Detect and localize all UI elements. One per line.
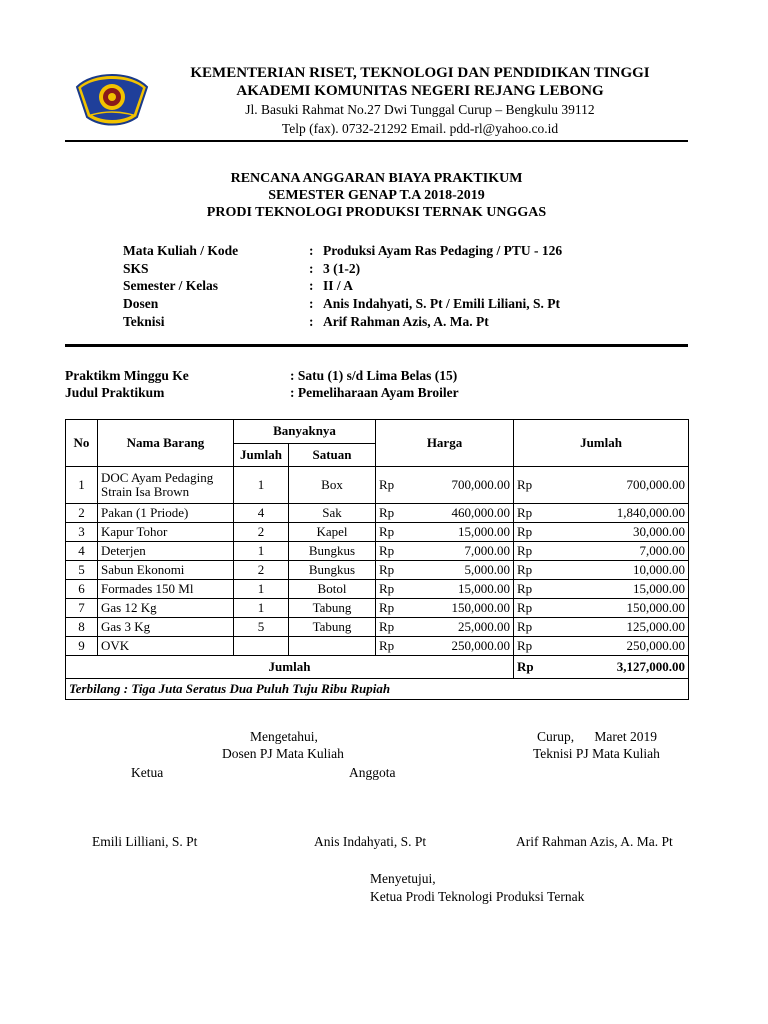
head-role: Ketua Prodi Teknologi Produksi Ternak	[370, 889, 585, 904]
table-row	[66, 561, 689, 580]
cell-unit: Bungkus	[289, 561, 376, 580]
cell-total: 125,000.00	[546, 618, 689, 637]
acknowledged-label: Mengetahui,	[250, 729, 318, 744]
cell-total: 15,000.00	[546, 580, 689, 599]
institution-logo	[73, 67, 151, 129]
document-title: RENCANA ANGGARAN BIAYA PRAKTIKUM	[230, 171, 523, 186]
header-total: Jumlah	[514, 420, 689, 467]
cell-qty: 5	[234, 618, 289, 637]
cell-qty: 1	[234, 467, 289, 504]
cell-unit: Bungkus	[289, 542, 376, 561]
program-title: PRODI TEKNOLOGI PRODUKSI TERNAK UNGGAS	[206, 205, 547, 220]
cell-item: OVK	[98, 637, 234, 656]
cell-item: Gas 3 Kg	[98, 618, 234, 637]
practicum-title-label: Judul Praktikum	[65, 385, 165, 400]
table-sum-row	[66, 656, 689, 679]
cell-currency: Rp	[376, 637, 408, 656]
cell-currency: Rp	[514, 523, 546, 542]
cell-unit: Kapel	[289, 523, 376, 542]
cell-qty: 2	[234, 561, 289, 580]
contact: Telp (fax). 0732-21292 Email. pdd-rl@yahoo.co.id	[281, 121, 559, 136]
sum-currency: Rp	[514, 656, 546, 679]
cell-total: 700,000.00	[546, 467, 689, 504]
cell-currency: Rp	[376, 542, 408, 561]
ministry-name: KEMENTERIAN RISET, TEKNOLOGI DAN PENDIDIKAN TINGGI	[190, 65, 650, 81]
cell-no: 4	[66, 542, 98, 561]
table-row	[66, 523, 689, 542]
cell-currency: Rp	[376, 504, 408, 523]
practicum-title-value: : Pemeliharaan Ayam Broiler	[290, 385, 459, 400]
technician-role: Teknisi PJ Mata Kuliah	[533, 746, 660, 761]
table-row	[66, 637, 689, 656]
cell-no: 1	[66, 467, 98, 504]
header-rule	[65, 140, 688, 142]
header-quantity: Banyaknya	[234, 420, 376, 444]
cell-item: Pakan (1 Priode)	[98, 504, 234, 523]
cell-total: 30,000.00	[546, 523, 689, 542]
table-row	[66, 599, 689, 618]
cell-unit: Tabung	[289, 618, 376, 637]
section-rule	[65, 344, 688, 347]
cell-no: 7	[66, 599, 98, 618]
terbilang: Terbilang : Tiga Juta Seratus Dua Puluh Tuju Ribu Rupiah	[66, 679, 689, 700]
cell-no: 9	[66, 637, 98, 656]
cell-currency: Rp	[376, 523, 408, 542]
cell-price: 460,000.00	[408, 504, 514, 523]
info-label: SKS	[123, 261, 149, 276]
cell-price: 15,000.00	[408, 523, 514, 542]
technician-name: Arif Rahman Azis, A. Ma. Pt	[516, 834, 673, 849]
cell-qty	[234, 637, 289, 656]
cell-no: 6	[66, 580, 98, 599]
cell-qty: 1	[234, 599, 289, 618]
cell-currency: Rp	[514, 542, 546, 561]
sum-value: 3,127,000.00	[546, 656, 689, 679]
header-item: Nama Barang	[98, 420, 234, 467]
cell-price: 7,000.00	[408, 542, 514, 561]
sum-label: Jumlah	[66, 656, 514, 679]
info-value: II / A	[323, 278, 354, 293]
cell-price: 700,000.00	[408, 467, 514, 504]
place-date: Curup, Maret 2019	[537, 729, 657, 744]
address: Jl. Basuki Rahmat No.27 Dwi Tunggal Curup – Bengkulu 39112	[245, 102, 595, 117]
cell-unit	[289, 637, 376, 656]
member-name: Anis Indahyati, S. Pt	[314, 834, 427, 849]
cell-total: 250,000.00	[546, 637, 689, 656]
cell-currency: Rp	[514, 618, 546, 637]
cell-currency: Rp	[376, 580, 408, 599]
cell-currency: Rp	[376, 561, 408, 580]
cell-currency: Rp	[514, 599, 546, 618]
approved-label: Menyetujui,	[370, 871, 436, 886]
cell-no: 5	[66, 561, 98, 580]
cell-no: 3	[66, 523, 98, 542]
cell-currency: Rp	[514, 637, 546, 656]
table-row	[66, 580, 689, 599]
cell-total: 1,840,000.00	[546, 504, 689, 523]
semester-title: SEMESTER GENAP T.A 2018-2019	[268, 188, 485, 203]
cell-item: Kapur Tohor	[98, 523, 234, 542]
cell-total: 7,000.00	[546, 542, 689, 561]
budget-table	[65, 419, 689, 700]
cell-price: 15,000.00	[408, 580, 514, 599]
practicum-week-value: : Satu (1) s/d Lima Belas (15)	[290, 368, 458, 383]
table-row	[66, 467, 689, 504]
header-qty-unit: Satuan	[289, 443, 376, 467]
info-value: Produksi Ayam Ras Pedaging / PTU - 126	[323, 243, 563, 258]
cell-total: 10,000.00	[546, 561, 689, 580]
cell-price: 25,000.00	[408, 618, 514, 637]
cell-qty: 1	[234, 580, 289, 599]
cell-total: 150,000.00	[546, 599, 689, 618]
cell-currency: Rp	[376, 618, 408, 637]
table-row	[66, 542, 689, 561]
cell-item: DOC Ayam Pedaging Strain Isa Brown	[98, 467, 234, 504]
cell-no: 2	[66, 504, 98, 523]
info-value: Anis Indahyati, S. Pt / Emili Liliani, S. Pt	[323, 296, 561, 311]
academy-name: AKADEMI KOMUNITAS NEGERI REJANG LEBONG	[236, 83, 604, 99]
cell-item: Gas 12 Kg	[98, 599, 234, 618]
cell-item: Formades 150 Ml	[98, 580, 234, 599]
table-terbilang-row	[66, 679, 689, 700]
info-value: Arif Rahman Azis, A. Ma. Pt	[323, 314, 489, 329]
table-header-row	[66, 420, 689, 444]
chair-label: Ketua	[131, 765, 164, 780]
cell-currency: Rp	[514, 561, 546, 580]
cell-unit: Sak	[289, 504, 376, 523]
cell-currency: Rp	[514, 580, 546, 599]
header-qty-amount: Jumlah	[234, 443, 289, 467]
cell-currency: Rp	[376, 467, 408, 504]
info-value: 3 (1-2)	[323, 261, 361, 276]
cell-currency: Rp	[514, 504, 546, 523]
table-row	[66, 504, 689, 523]
info-label: Mata Kuliah / Kode	[123, 243, 239, 258]
cell-price: 5,000.00	[408, 561, 514, 580]
cell-unit: Box	[289, 467, 376, 504]
header-no: No	[66, 420, 98, 467]
info-label: Teknisi	[123, 314, 165, 329]
cell-item: Sabun Ekonomi	[98, 561, 234, 580]
cell-price: 150,000.00	[408, 599, 514, 618]
chair-name: Emili Lilliani, S. Pt	[92, 834, 198, 849]
cell-price: 250,000.00	[408, 637, 514, 656]
table-row	[66, 618, 689, 637]
cell-unit: Tabung	[289, 599, 376, 618]
lecturer-role: Dosen PJ Mata Kuliah	[222, 746, 344, 761]
cell-item: Deterjen	[98, 542, 234, 561]
cell-qty: 1	[234, 542, 289, 561]
cell-currency: Rp	[514, 467, 546, 504]
cell-no: 8	[66, 618, 98, 637]
cell-currency: Rp	[376, 599, 408, 618]
cell-qty: 4	[234, 504, 289, 523]
cell-unit: Botol	[289, 580, 376, 599]
info-label: Dosen	[123, 296, 159, 311]
member-label: Anggota	[349, 765, 396, 780]
info-label: Semester / Kelas	[123, 278, 218, 293]
practicum-week-label: Praktikm Minggu Ke	[65, 368, 189, 383]
header-price: Harga	[376, 420, 514, 467]
cell-qty: 2	[234, 523, 289, 542]
